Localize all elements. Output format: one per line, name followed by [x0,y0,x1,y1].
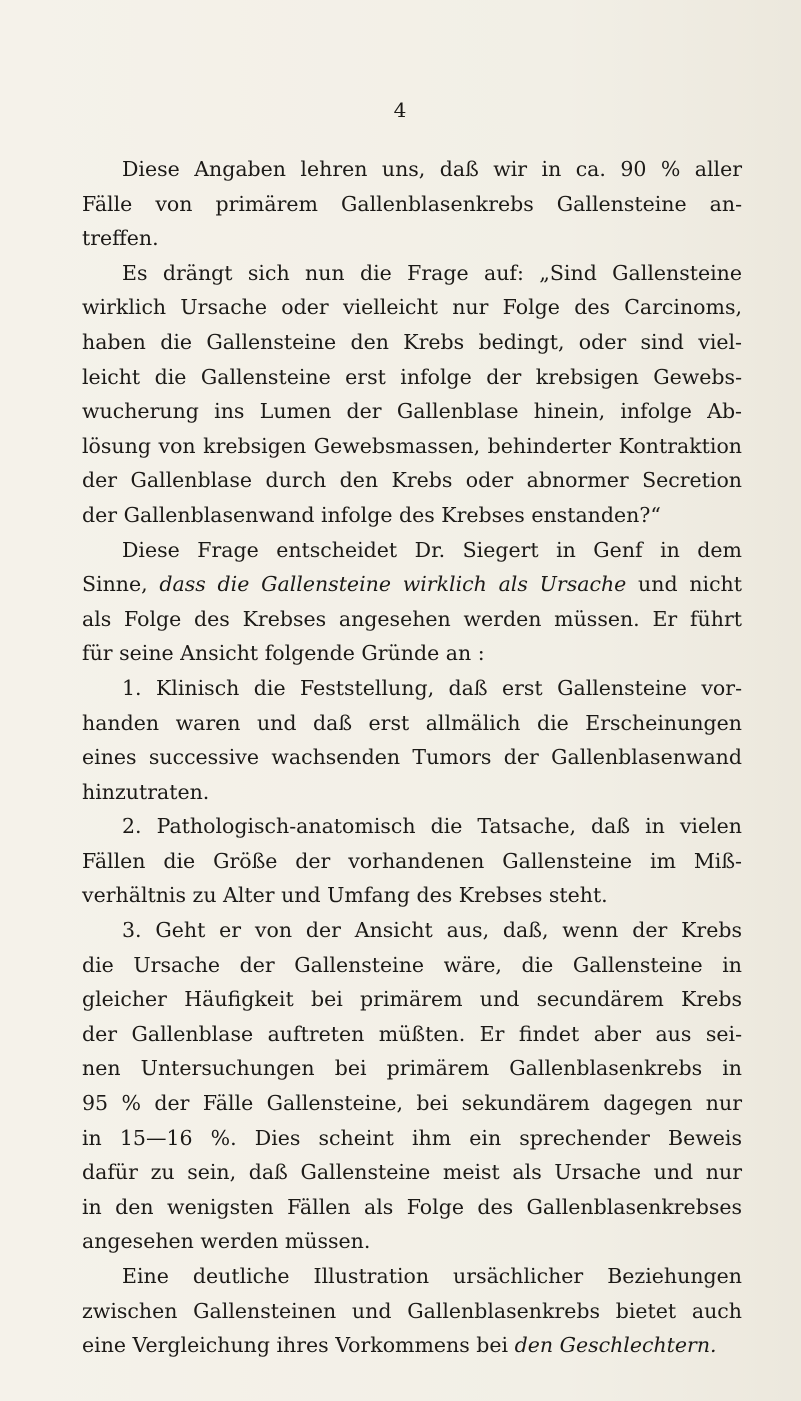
text-span: Diese Frage entscheidet Dr. Siegert in Genf in dem [122,537,742,562]
text-span: dafür zu sein, daß Gallensteine meist als Ursache und nur [82,1160,742,1185]
text-span: Eine deutliche Illustration ursächlicher Beziehungen [122,1264,742,1288]
text-span: der Gallenblasenwand infolge des Krebses enstanden?“ [82,502,661,527]
italic-text: den Geschlechtern. [514,1333,717,1358]
text-line [82,602,742,637]
text-line [82,1051,742,1086]
text-line [82,187,742,222]
text-span: angesehen werden müssen. [82,1229,371,1254]
text-line [82,152,742,187]
text-span: Diese Angaben lehren uns, daß wir in ca. 90 % aller [122,157,742,181]
text-line [82,394,742,429]
text-line [82,878,742,913]
italic-text: dass die Gallensteine wirklich als Ursache [159,572,627,597]
text-line [82,360,742,395]
text-line [82,567,742,602]
text-line [82,256,742,291]
text-span: 3. Geht er von der Ansicht aus, daß, wenn der Krebs [122,918,742,943]
text-span: wucherung ins Lumen der Gallenblase hinein, infolge Ab- [82,399,742,424]
text-span: Sinne, [82,572,160,597]
text-span: lösung von krebsigen Gewebsmassen, behinderter Kontraktion [82,433,742,458]
text-span: leicht die Gallensteine erst infolge der krebsigen Gewebs- [82,364,742,389]
text-span: 95 % der Fälle Gallensteine, bei sekundärem dagegen nur [82,1091,742,1116]
text-line [82,1224,742,1259]
text-span: in den wenigsten Fällen als Folge des Gallenblasenkrebses [82,1194,742,1219]
text-line [82,1155,742,1190]
text-line [82,1017,742,1052]
text-span: verhältnis zu Alter und Umfang des Krebses steht. [82,883,608,908]
text-span: treffen. [82,226,159,251]
text-line [82,1190,742,1225]
text-line [82,948,742,983]
text-span: für seine Ansicht folgende Gründe an : [82,641,485,666]
text-line [82,1259,742,1294]
text-line [82,290,742,325]
page-number: 4 [393,98,408,122]
text-span: Fälle von primärem Gallenblasenkrebs Gallensteine an- [82,191,742,216]
text-line [82,498,742,533]
body-text [82,152,742,1363]
text-line [82,740,742,775]
text-span: als Folge des Krebses angesehen werden müssen. Er führt [82,606,742,631]
text-span: eine Vergleichung ihres Vorkommens bei [82,1333,515,1358]
text-span: haben die Gallensteine den Krebs bedingt, oder sind viel- [82,329,742,354]
text-line [82,671,742,706]
text-line [82,913,742,948]
text-span: in 15—16 %. Dies scheint ihm ein sprechender Beweis [82,1125,742,1150]
text-line [82,1121,742,1156]
text-line [82,325,742,360]
text-span: die Ursache der Gallensteine wäre, die Gallensteine in [82,952,742,977]
text-span: 1. Klinisch die Feststellung, daß erst Gallensteine vor- [122,675,742,700]
text-span: und nicht [626,572,743,597]
text-line [82,1086,742,1121]
text-span: der Gallenblase auftreten müßten. Er findet aber aus sei- [82,1021,742,1046]
text-line [82,775,742,810]
text-line [82,533,742,568]
text-span: Es drängt sich nun die Frage auf: „Sind Gallensteine [122,260,742,285]
text-span: hinzutraten. [82,779,210,804]
text-span: wirklich Ursache oder vielleicht nur Folge des Carcinoms, [82,295,742,320]
text-line [82,706,742,741]
text-line [82,1294,742,1329]
text-line [82,1328,742,1363]
text-line [82,221,742,256]
text-span: gleicher Häufigkeit bei primärem und secundärem Krebs [82,987,742,1012]
text-span: eines successive wachsenden Tumors der Gallenblasenwand [82,745,742,770]
text-line [82,636,742,671]
text-span: 2. Pathologisch-anatomisch die Tatsache, daß in vielen [122,814,742,839]
text-line [82,463,742,498]
text-span: nen Untersuchungen bei primärem Gallenblasenkrebs in [82,1056,742,1081]
text-span: handen waren und daß erst allmälich die Erscheinungen [82,710,742,735]
text-span: der Gallenblase durch den Krebs oder abnormer Secretion [82,468,742,493]
text-span: Fällen die Größe der vorhandenen Gallensteine im Miß- [82,848,742,873]
text-line [82,429,742,464]
text-span: zwischen Gallensteinen und Gallenblasenkrebs bietet auch [82,1298,742,1323]
text-line [82,982,742,1017]
text-line [82,809,742,844]
text-line [82,844,742,879]
